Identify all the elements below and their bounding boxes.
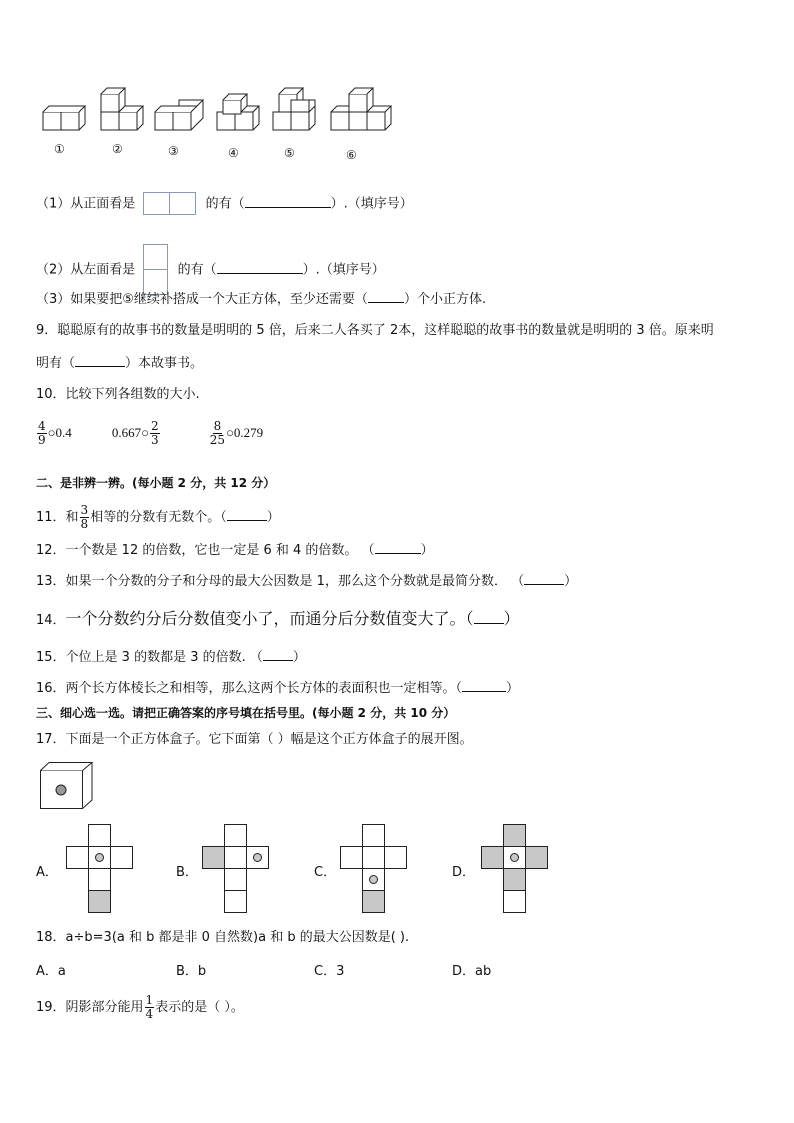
q12-answer-blank[interactable]	[375, 541, 421, 554]
q10-expr-1	[36, 419, 76, 447]
q8-part3	[36, 290, 486, 309]
q9-line2	[36, 354, 203, 373]
fraction-2-3	[150, 420, 160, 447]
q14-answer-blank[interactable]	[474, 611, 504, 624]
q16-text: 16．两个长方体棱长之和相等，那么这两个长方体的表面积也一定相等。（	[36, 681, 463, 696]
q8-part2-text: （2）从左面看是	[36, 262, 136, 278]
q14-text: 一个分数约分后分数值变小了，而通分后分数值变大了。（	[65, 609, 474, 628]
cube-figure-6	[331, 88, 391, 130]
cube-arrangements-figure	[40, 90, 390, 140]
denominator: 4	[145, 1007, 154, 1021]
q10-expr-3-rest: ○0.279	[226, 425, 264, 440]
q19	[36, 994, 244, 1021]
q13	[36, 572, 577, 591]
q18-option-c[interactable]: C．3	[314, 964, 345, 979]
q8-part2-suffix: 的有（	[177, 262, 217, 278]
q13-answer-blank[interactable]	[524, 572, 564, 585]
q18: 18．a÷b=3(a 和 b 都是非 0 自然数)a 和 b 的最大公因数是( ).	[36, 930, 410, 945]
numerator: 2	[151, 419, 159, 433]
figure-caption-2: ②	[112, 142, 123, 156]
figure-caption-3: ③	[168, 144, 179, 158]
left-view-two-squares	[143, 244, 169, 296]
figure-caption-5: ⑤	[284, 146, 295, 160]
q15-end: ）	[292, 650, 306, 665]
q12-end: ）	[420, 543, 434, 558]
q19-prefix: 19．阴影部分能用	[36, 1000, 144, 1015]
q9-line2-prefix: 明有（	[36, 356, 76, 371]
q8-part3-text: （3）如果要把⑤继续补搭成一个大正方体，至少还需要（	[36, 292, 368, 307]
q15-answer-blank[interactable]	[263, 648, 293, 661]
q11	[36, 504, 280, 531]
denominator: 3	[151, 433, 159, 447]
q11-prefix: 11．和	[36, 510, 79, 525]
q19-text: 表示的是（ ）。	[155, 1000, 244, 1015]
q11-text: 相等的分数有无数个。（	[90, 510, 227, 525]
q16-answer-blank[interactable]	[462, 679, 506, 692]
q15	[36, 648, 306, 667]
q17-option-b-net[interactable]	[202, 824, 272, 914]
fraction-3-8	[80, 504, 90, 531]
numerator: 8	[213, 419, 222, 433]
q8-part2	[36, 244, 385, 296]
q17-option-d-net[interactable]	[481, 824, 551, 914]
q8-part2-end: ）.（填序号）	[302, 262, 385, 278]
q8-part3-answer-blank[interactable]	[368, 290, 404, 303]
q14-end: ）	[503, 609, 520, 628]
q9-answer-blank[interactable]	[75, 354, 125, 367]
q8-part1-suffix: 的有（	[205, 196, 245, 212]
q10-title: 10．比较下列各组数的大小.	[36, 387, 200, 402]
cube-figure-1	[43, 106, 85, 130]
q11-answer-blank[interactable]	[227, 508, 267, 521]
q8-part1-end: ）.（填序号）	[330, 196, 413, 212]
q13-end: ）	[564, 574, 578, 589]
fraction-8-25	[210, 420, 225, 447]
numerator: 1	[145, 993, 154, 1007]
q13-text: 13．如果一个分数的分子和分母的最大公因数是 1，那么这个分数就是最简分数． （	[36, 574, 525, 589]
q17-option-b-label[interactable]: B．	[176, 865, 198, 880]
cube-figure-5	[273, 88, 315, 130]
denominator: 25	[209, 433, 226, 447]
numerator: 3	[80, 503, 89, 517]
q17-option-d-label[interactable]: D．	[452, 865, 476, 880]
cube-box-figure	[40, 762, 94, 810]
q18-option-a[interactable]: A．a	[36, 964, 66, 979]
q12-text: 12．一个数是 12 的倍数，它也一定是 6 和 4 的倍数。 （	[36, 543, 375, 558]
q9-line2-suffix: ）本故事书。	[125, 356, 204, 371]
cube-figure-3	[155, 100, 203, 130]
q8-part1-answer-blank[interactable]	[245, 195, 331, 208]
section2-header: 二、是非辨一辨。(每小题 2 分，共 12 分）	[36, 476, 276, 490]
numerator: 4	[38, 419, 46, 433]
figure-caption-6: ⑥	[346, 148, 357, 162]
q10-expr-1-rest: ○0.4	[47, 425, 72, 440]
q14	[36, 610, 520, 630]
q17-option-c-net[interactable]	[340, 824, 410, 914]
q11-end: ）	[266, 510, 280, 525]
figure-caption-1: ①	[54, 142, 65, 156]
q14-number: 14．	[36, 613, 66, 628]
q8-part3-end: ）个小正方体.	[403, 292, 487, 307]
fraction-1-4	[145, 994, 155, 1021]
figure-caption-4: ④	[228, 146, 239, 160]
q10-expressions	[36, 420, 263, 447]
q10-expr-2-left: 0.667○	[111, 425, 149, 440]
q8-part1-text: （1）从正面看是	[36, 196, 136, 212]
q8-part2-answer-blank[interactable]	[217, 261, 303, 274]
q12	[36, 541, 434, 560]
section3-header: 三、细心选一选。请把正确答案的序号填在括号里。(每小题 2 分，共 10 分）	[36, 706, 456, 720]
q16-end: ）	[506, 681, 520, 696]
q10-expr-2	[111, 419, 165, 447]
q17: 17．下面是一个正方体盒子。它下面第（ ）幅是这个正方体盒子的展开图。	[36, 732, 473, 747]
cube-figure-4	[217, 94, 259, 130]
denominator: 9	[38, 433, 46, 447]
q18-option-b[interactable]: B．b	[176, 964, 207, 979]
front-view-two-squares	[143, 192, 197, 216]
q9-line1: 9．聪聪原有的故事书的数量是明明的 5 倍，后来二人各买了 2本，这样聪聪的故事书的数量就是明明的 3 倍。原来明	[36, 323, 714, 338]
q17-option-a-net[interactable]	[66, 824, 136, 914]
q18-option-d[interactable]: D．ab	[452, 964, 492, 979]
q17-option-a-label[interactable]: A．	[36, 865, 58, 880]
q10-expr-3	[209, 419, 264, 447]
cube-figure-2	[101, 88, 143, 130]
q17-option-c-label[interactable]: C．	[314, 865, 337, 880]
q8-part1	[36, 192, 413, 216]
q15-text: 15．个位上是 3 的数都是 3 的倍数. （	[36, 650, 263, 665]
q16	[36, 679, 519, 698]
denominator: 8	[80, 517, 89, 531]
fraction-4-9	[37, 420, 47, 447]
